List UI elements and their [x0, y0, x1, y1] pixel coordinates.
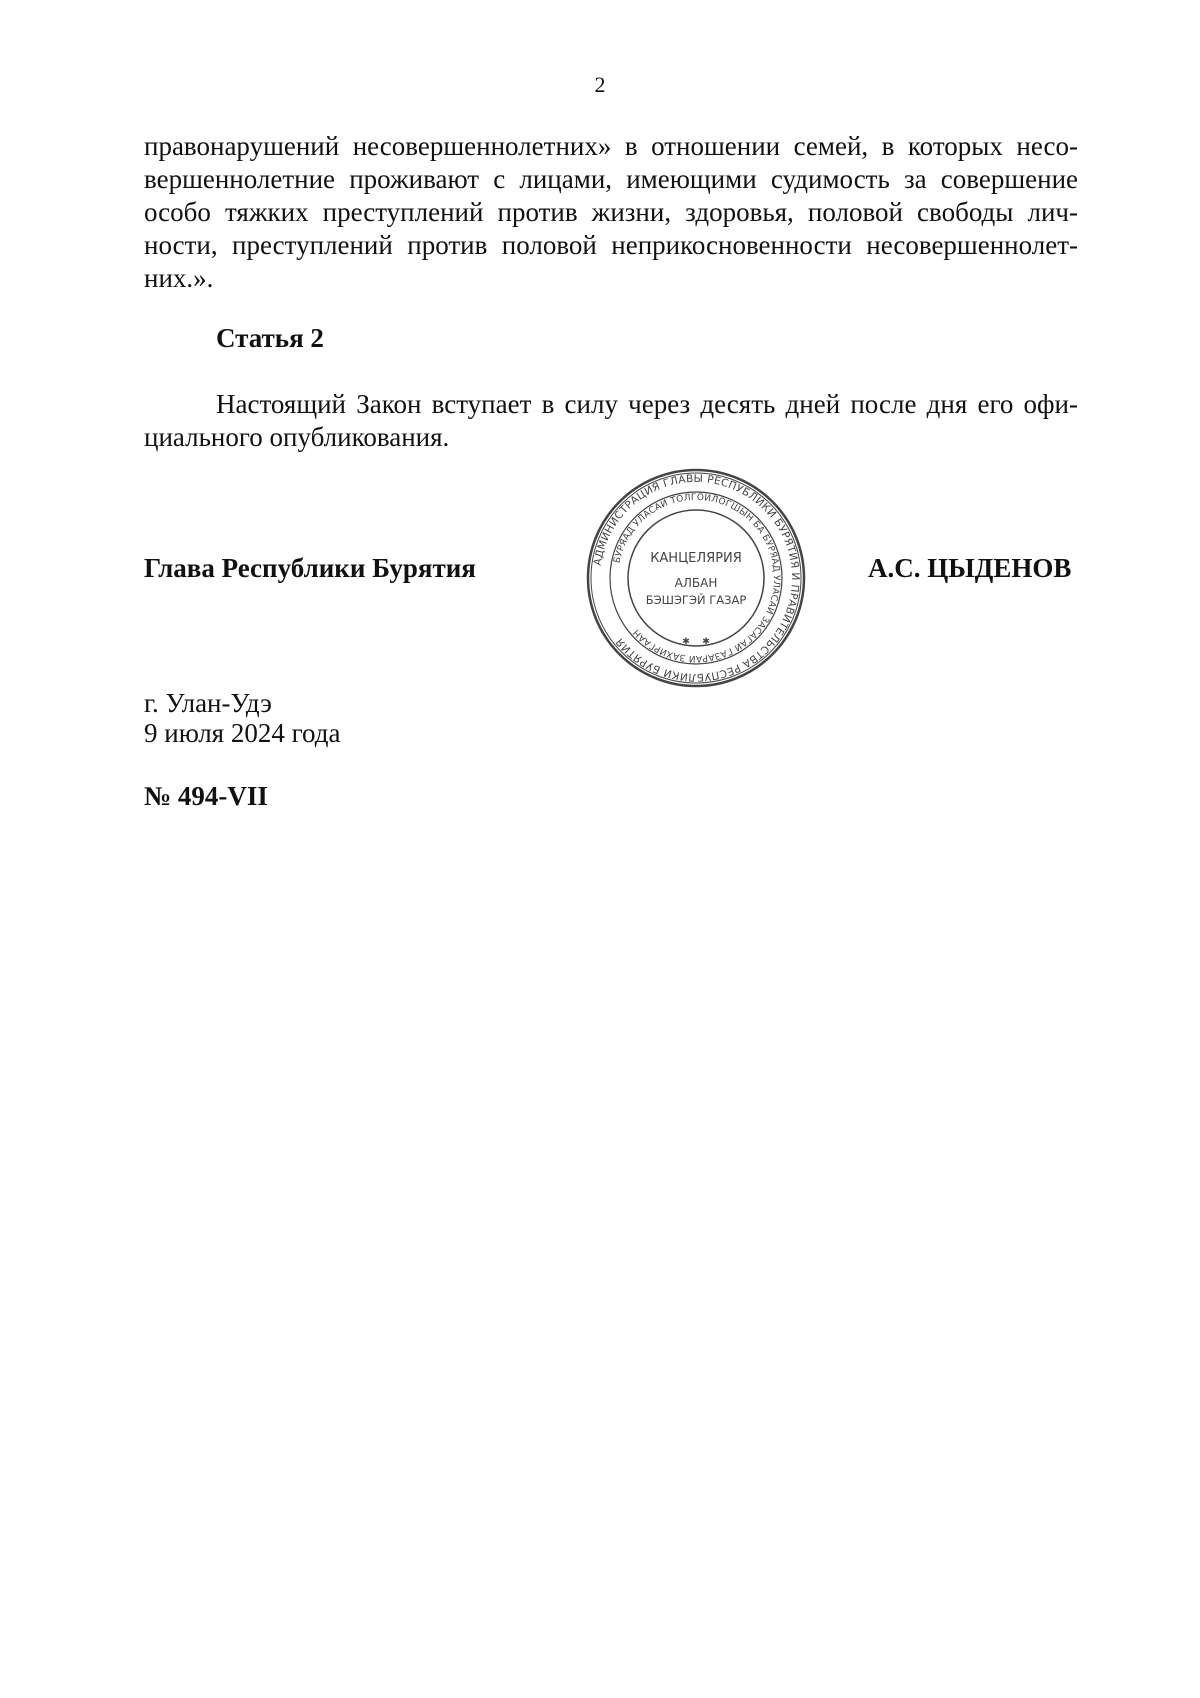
- signatory-name: А.С. ЦЫДЕНОВ: [868, 553, 1072, 583]
- seal-star-icon: ✱: [682, 637, 690, 647]
- article-paragraph: [144, 388, 1078, 454]
- signatory-position: Глава Республики Бурятия: [144, 553, 476, 583]
- document-number: № 494-VII: [144, 781, 268, 811]
- seal-center-line: БЭШЭГЭЙ ГАЗАР: [645, 593, 747, 607]
- seal-icon: [584, 466, 808, 690]
- text-line: Настоящий Закон вступает в силу через десять дней после дня его офи-: [216, 389, 1078, 419]
- seal-outer-text: АДМИНИСТРАЦИЯ ГЛАВЫ РЕСПУБЛИКИ БУРЯТИЯ И ПРАВИТЕЛЬСТВА РЕСПУБЛИКИ БУРЯТИЯ: [591, 472, 802, 684]
- paragraph-continuation: [144, 130, 1078, 295]
- seal-center-line: АЛБАН: [674, 576, 718, 590]
- text-line: вершеннолетние проживают с лицами, имеющими судимость за совершение: [144, 164, 1078, 194]
- official-seal: [584, 466, 808, 690]
- place-of-signing: г. Улан-Удэ: [144, 688, 272, 718]
- seal-inner-text: БУРЯАД УЛАСАЙ ТОЛГОЙЛОГШЫН БА БУРЯАД УЛАСАЙ ЗАСАГАЙ ГАЗАРАЙ ЗАХИРГААН: [612, 492, 782, 664]
- article-title: Статья 2: [216, 323, 324, 353]
- text-line: них.».: [144, 263, 214, 293]
- seal-star-icon: ✱: [702, 637, 710, 647]
- text-line: циального опубликования.: [144, 422, 450, 452]
- signing-date: 9 июля 2024 года: [144, 718, 341, 748]
- text-line: ности, преступлений против половой неприкосновенности несовершеннолет-: [144, 230, 1078, 260]
- text-line: особо тяжких преступлений против жизни, здоровья, половой свободы лич-: [144, 197, 1078, 227]
- seal-center-line: КАНЦЕЛЯРИЯ: [650, 551, 742, 566]
- text-line: правонарушений несовершеннолетних» в отношении семей, в которых несо-: [144, 131, 1078, 161]
- page-number: 2: [594, 72, 606, 97]
